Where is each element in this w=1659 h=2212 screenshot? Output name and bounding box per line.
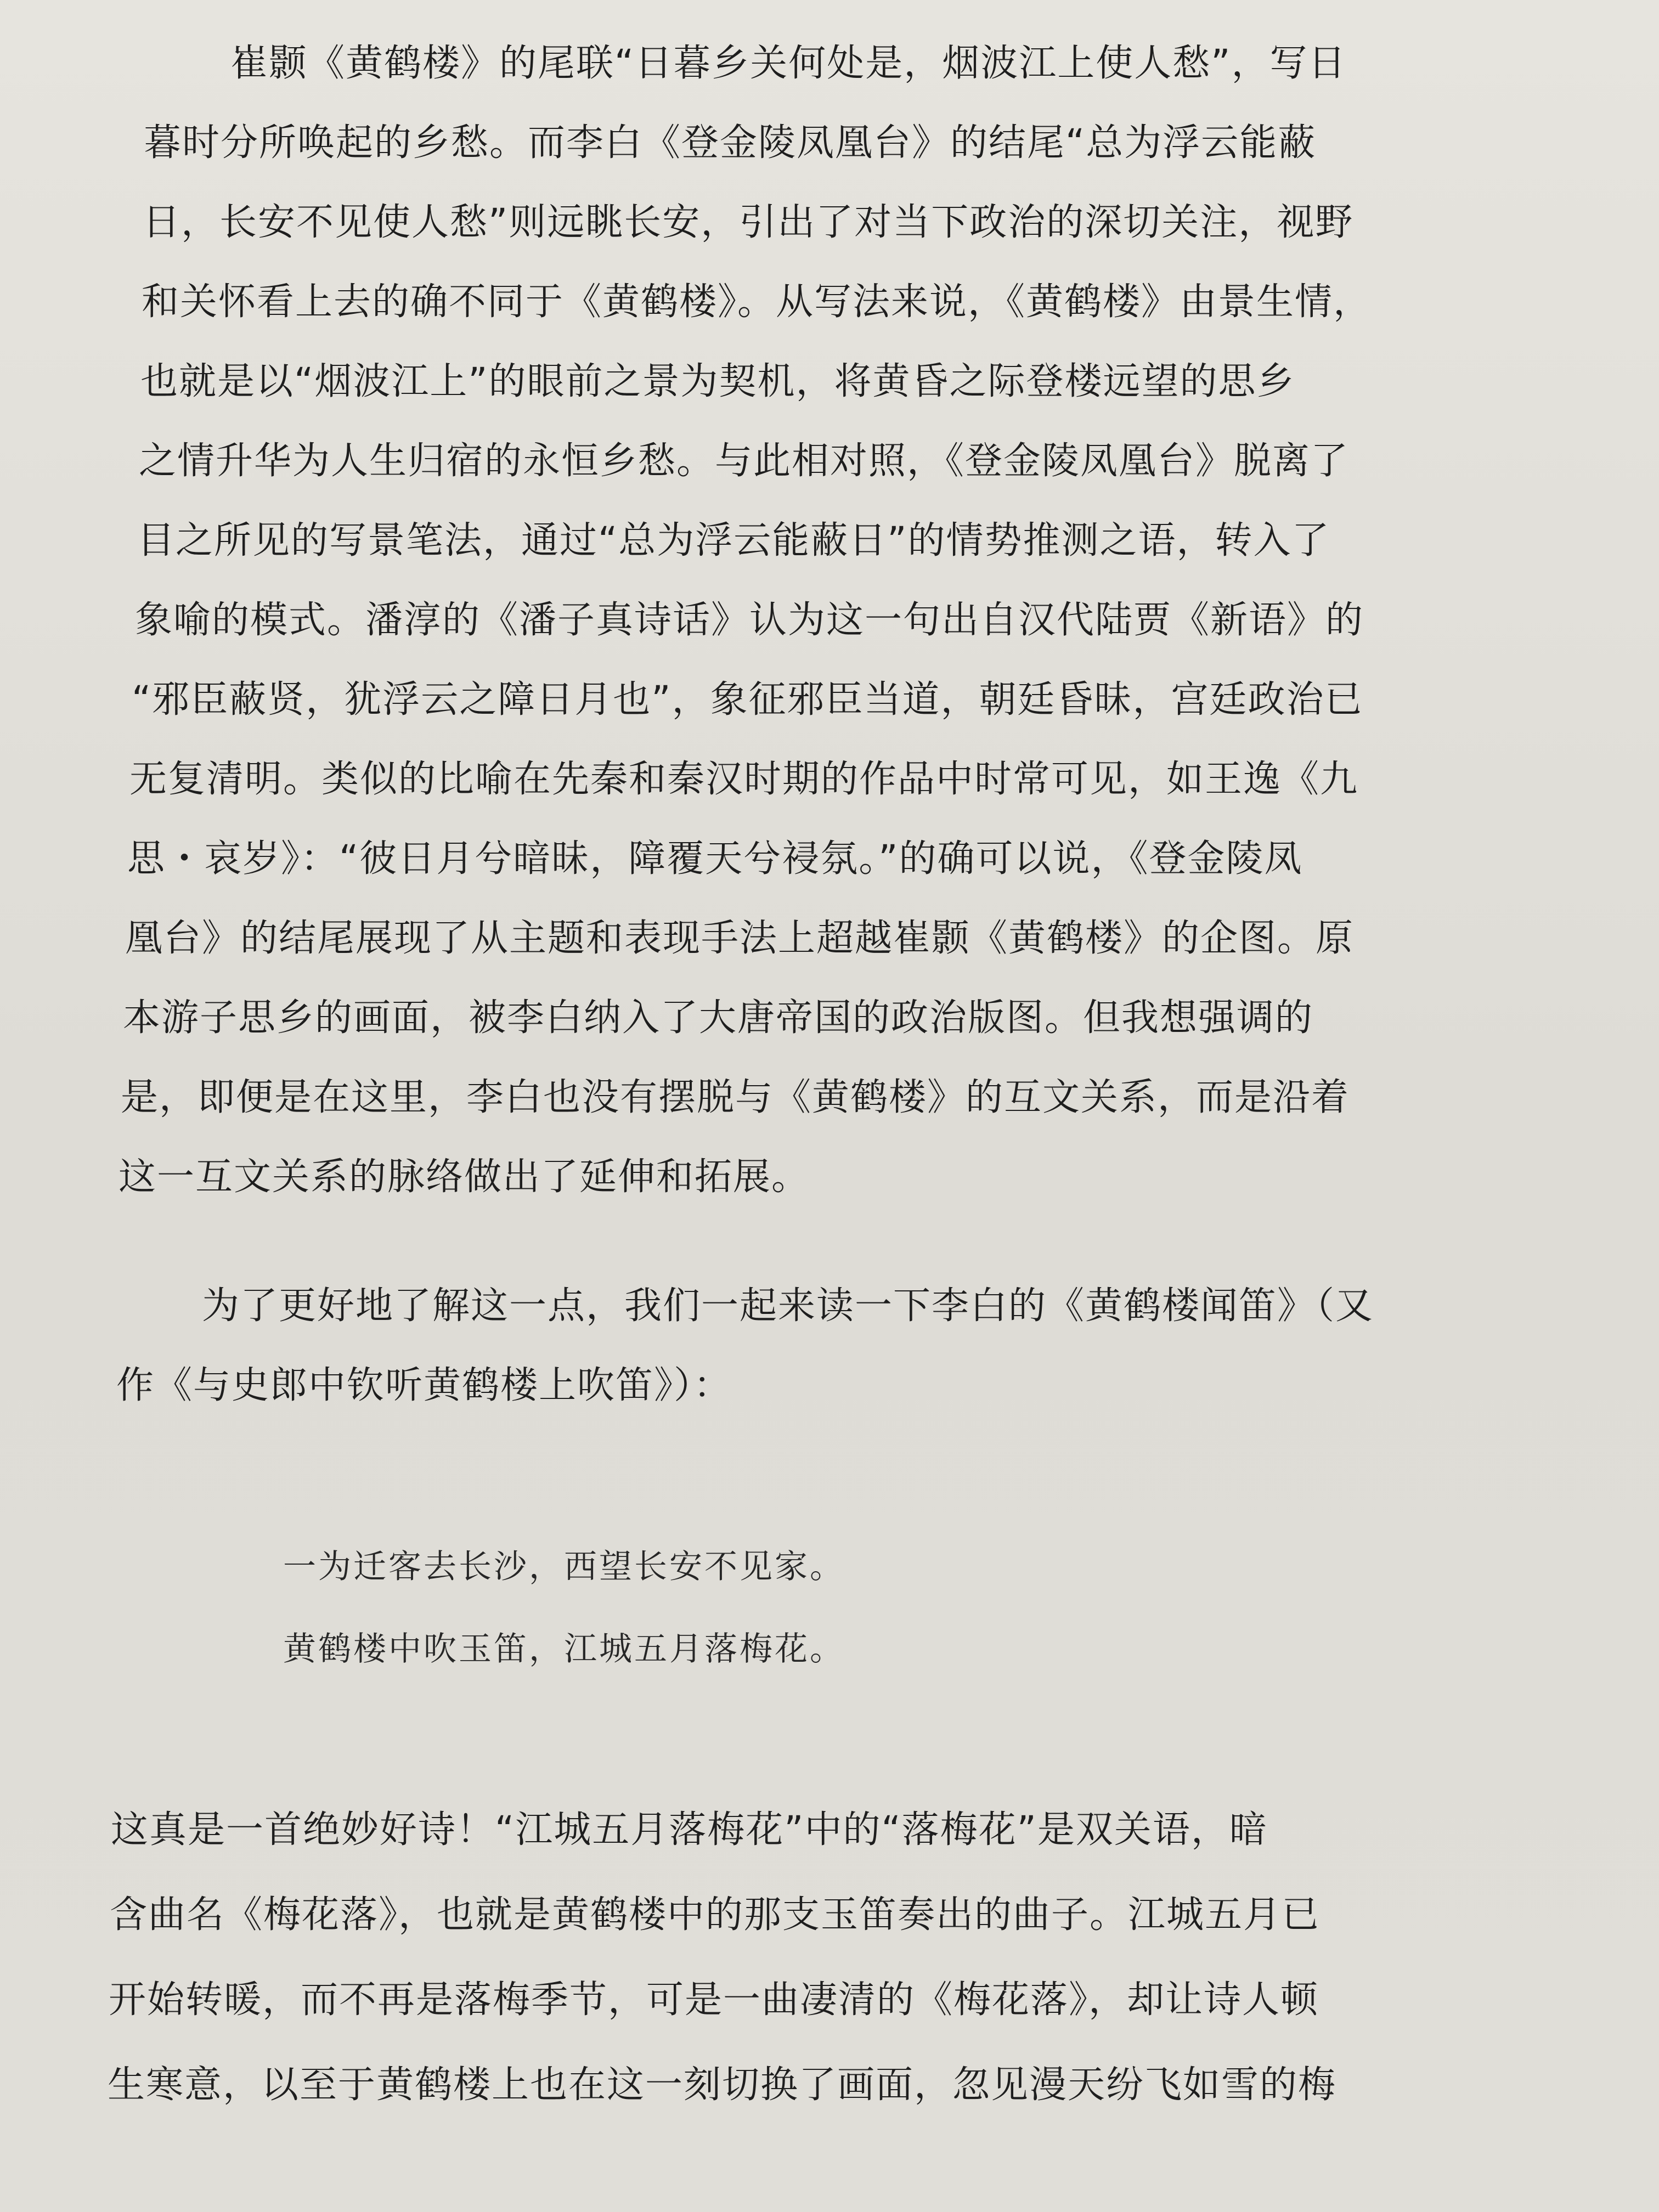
text-line: 无复清明。类似的比喻在先秦和秦汉时期的作品中时常可见，如王逸《九 xyxy=(129,758,1359,801)
text-line: 目之所见的写景笔法，通过“总为浮云能蔽日”的情势推测之语，转入了 xyxy=(137,519,1330,562)
text-line: 这一互文关系的脉络做出了延伸和拓展。 xyxy=(119,1155,810,1199)
text-line: 生寒意，以至于黄鹤楼上也在这一刻切换了画面，忽见漫天纷飞如雪的梅 xyxy=(108,2063,1337,2107)
text-line: 日，长安不见使人愁”则远眺长安，引出了对当下政治的深切关注，视野 xyxy=(143,201,1354,244)
text-line: 含曲名《梅花落》，也就是黄鹤楼中的那支玉笛奏出的曲子。江城五月已 xyxy=(110,1893,1321,1937)
text-line: 为了更好地了解这一点，我们一起来读一下李白的《黄鹤楼闻笛》（又 xyxy=(202,1284,1374,1328)
poem-line: 黄鹤楼中吹玉笛，江城五月落梅花。 xyxy=(283,1630,845,1668)
text-line: 崔颢《黄鹤楼》的尾联“日暮乡关何处是，烟波江上使人愁”，写日 xyxy=(230,42,1347,85)
text-line: 和关怀看上去的确不同于《黄鹤楼》。从写法来说，《黄鹤楼》由景生情， xyxy=(142,280,1372,324)
text-line: 暮时分所唤起的乡愁。而李白《登金陵凤凰台》的结尾“总为浮云能蔽 xyxy=(144,121,1317,165)
text-line: 开始转暖，而不再是落梅季节，可是一曲凄清的《梅花落》，却让诗人顿 xyxy=(109,1978,1319,2022)
text-line: 思・哀岁》：“彼日月兮暗昧，障覆天兮祲氛。”的确可以说，《登金陵凤 xyxy=(127,837,1303,881)
poem-line: 一为迁客去长沙，西望长安不见家。 xyxy=(283,1548,845,1586)
text-line: 之情升华为人生归宿的永恒乡愁。与此相对照，《登金陵凤凰台》脱离了 xyxy=(139,439,1350,483)
text-line: 这真是一首绝妙好诗！“江城五月落梅花”中的“落梅花”是双关语，暗 xyxy=(111,1808,1268,1852)
text-line: 也就是以“烟波江上”的眼前之景为契机，将黄昏之际登楼远望的思乡 xyxy=(140,360,1295,403)
text-line: “邪臣蔽贤，犹浮云之障日月也”，象征邪臣当道，朝廷昏昧，宫廷政治已 xyxy=(132,678,1363,721)
text-line: 凰台》的结尾展现了从主题和表现手法上超越崔颢《黄鹤楼》的企图。原 xyxy=(125,917,1355,960)
text-line: 作《与史郎中钦听黄鹤楼上吹笛》）： xyxy=(116,1364,732,1407)
text-line: 象喻的模式。潘淳的《潘子真诗话》认为这一句出自汉代陆贾《新语》的 xyxy=(135,599,1364,642)
text-line: 是，即便是在这里，李白也没有摆脱与《黄鹤楼》的互文关系，而是沿着 xyxy=(121,1076,1350,1119)
text-line: 本游子思乡的画面，被李白纳入了大唐帝国的政治版图。但我想强调的 xyxy=(123,996,1314,1040)
